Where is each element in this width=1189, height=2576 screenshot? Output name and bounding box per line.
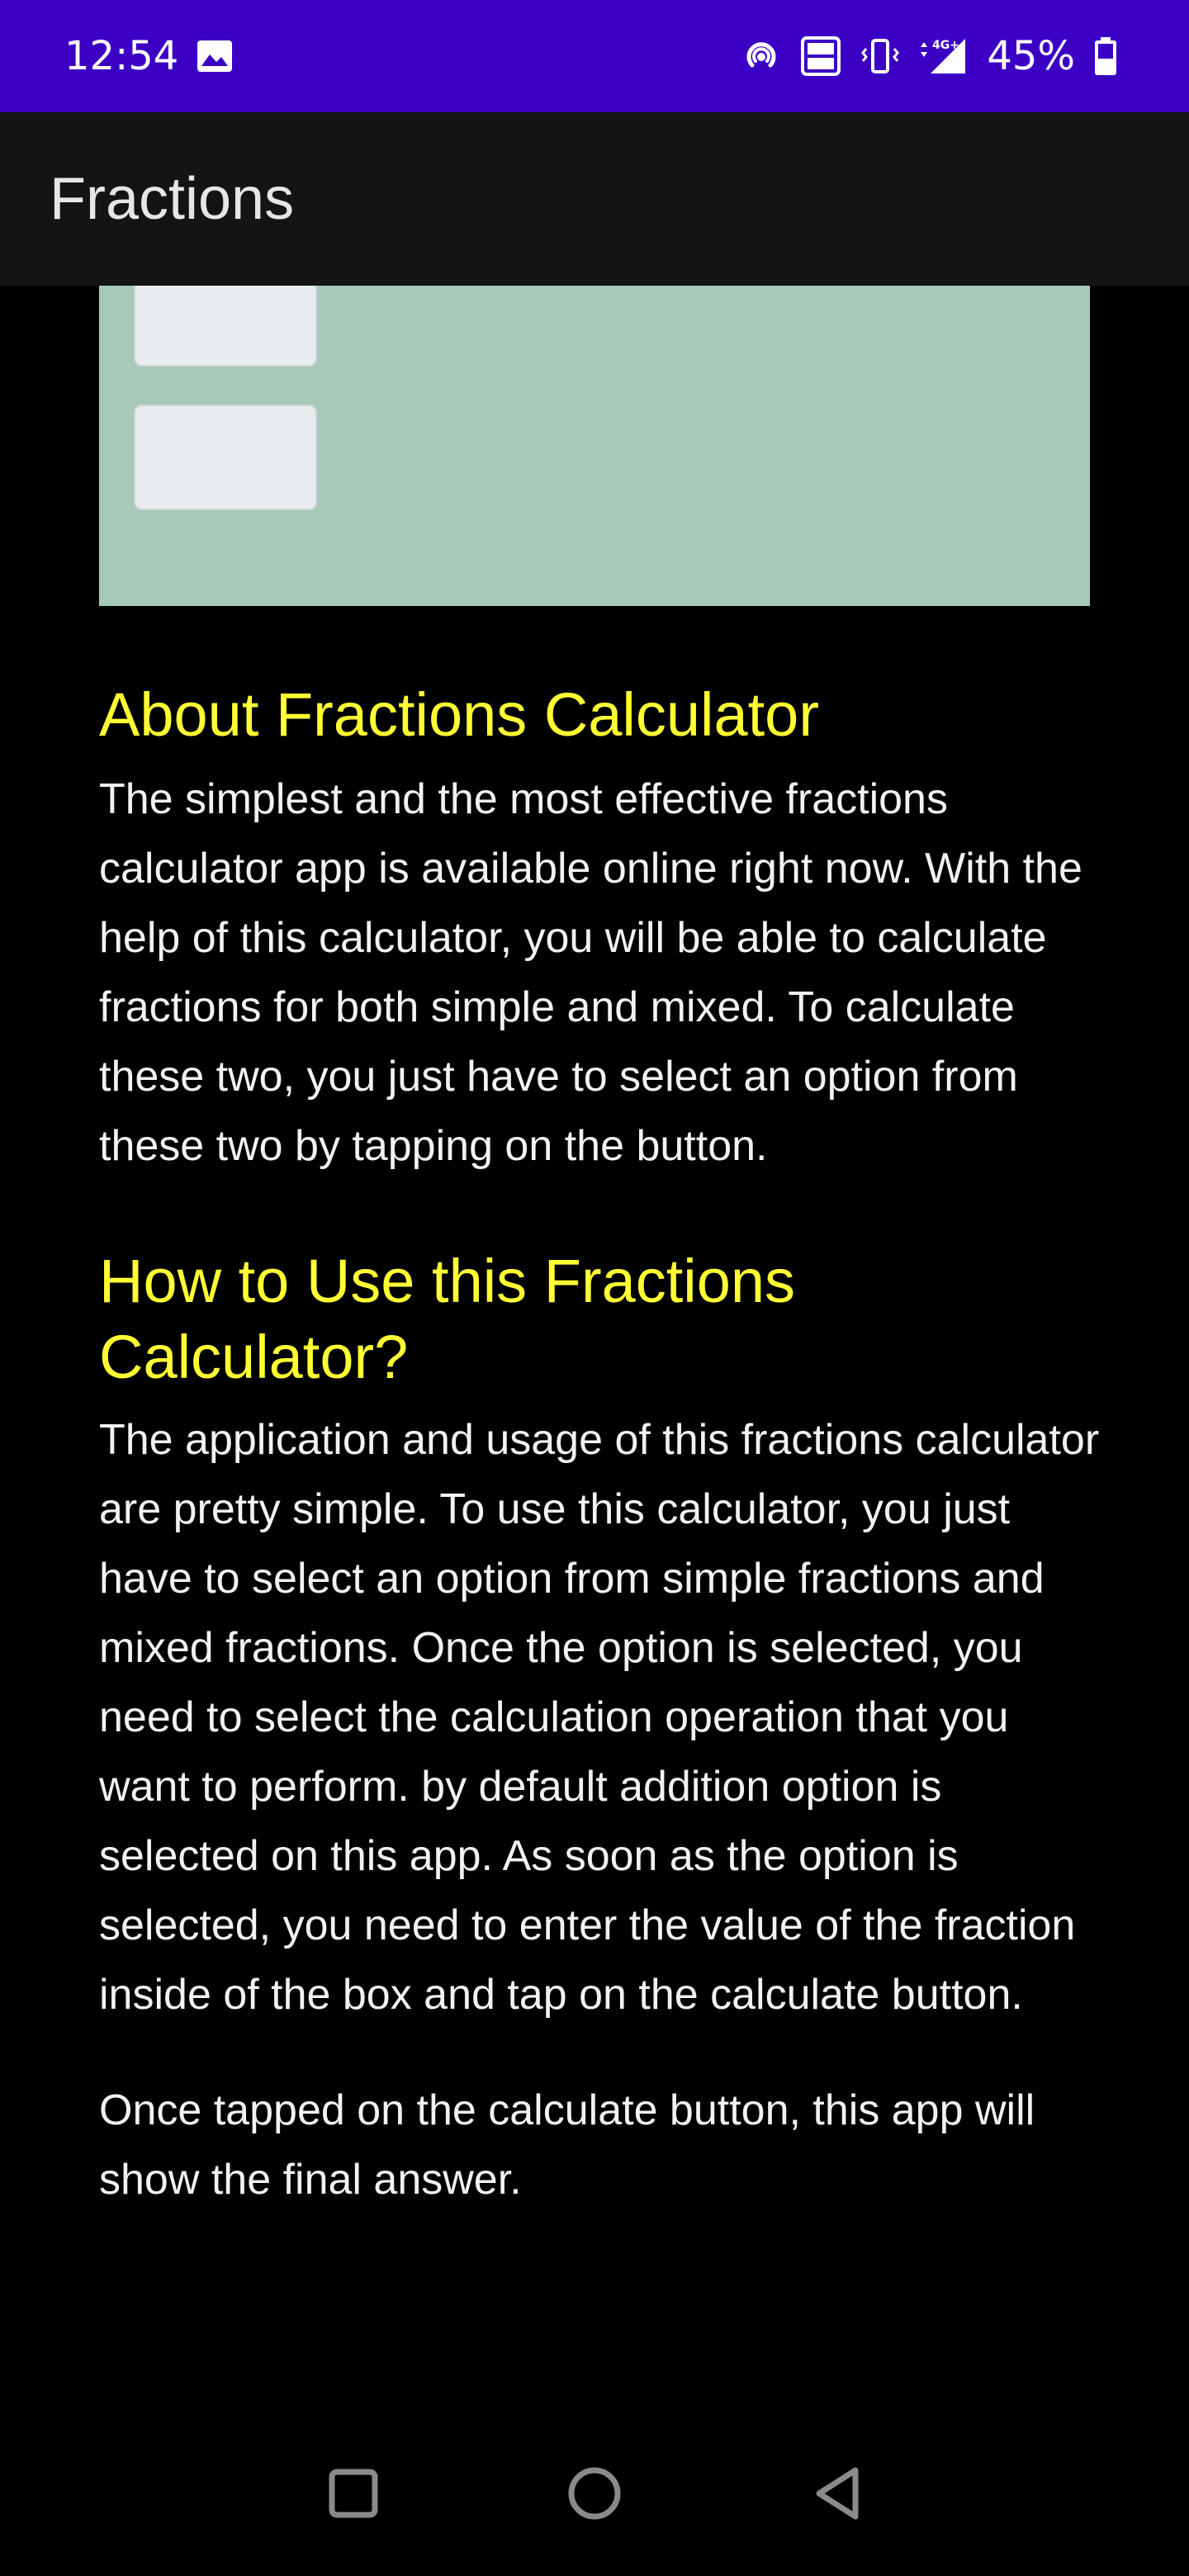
content-scroll[interactable] [0,286,1189,2408]
fraction-input-box[interactable] [134,286,317,367]
back-icon[interactable] [806,2460,872,2526]
recent-apps-icon[interactable] [320,2460,386,2526]
image-icon [197,40,233,73]
how-to-body: The application and usage of this fractions calculator are pretty simple. To use this calculator, you just have to select an option from simple fractions and mixed fractions. Once the option is selected, you need to select the calculation operation that you want to perform. by default addition option is selected on this app. As soon as the option is selected, you need to enter the value of the fraction inside of the box and tap on the calculate button. [99,1416,1100,2019]
status-icons [741,30,1118,83]
how-to-heading: How to Use this Fractions Calculator? [99,1247,796,1391]
battery-percent: 45% [987,33,1075,79]
calculator-panel [99,286,1090,606]
fraction-input-box[interactable] [134,405,317,510]
app-bar [0,112,1189,286]
signal-4g-icon [919,36,969,77]
app-title: Fractions [50,166,295,232]
how-to-body-final: Once tapped on the calculate button, this app will show the final answer. [99,2086,1035,2204]
status-bar [0,0,1189,112]
svg-text:4G+: 4G+ [932,39,960,52]
how-to-section [99,1243,1106,2214]
home-icon[interactable] [561,2460,628,2526]
status-time: 12:54 [64,33,179,79]
vibrate-icon [860,36,901,77]
about-section [99,677,1106,1181]
about-heading: About Fractions Calculator [99,680,819,749]
about-body: The simplest and the most effective fractions calculator app is available online right now. With the help of this calculator, you will be able to calculate fractions for both simple and mixed. To calculate these two, you just have to select an option from these two by tapping on the button. [99,775,1082,1170]
battery-icon [1093,36,1118,77]
hotspot-icon [741,36,782,77]
volte-icon [800,36,841,77]
